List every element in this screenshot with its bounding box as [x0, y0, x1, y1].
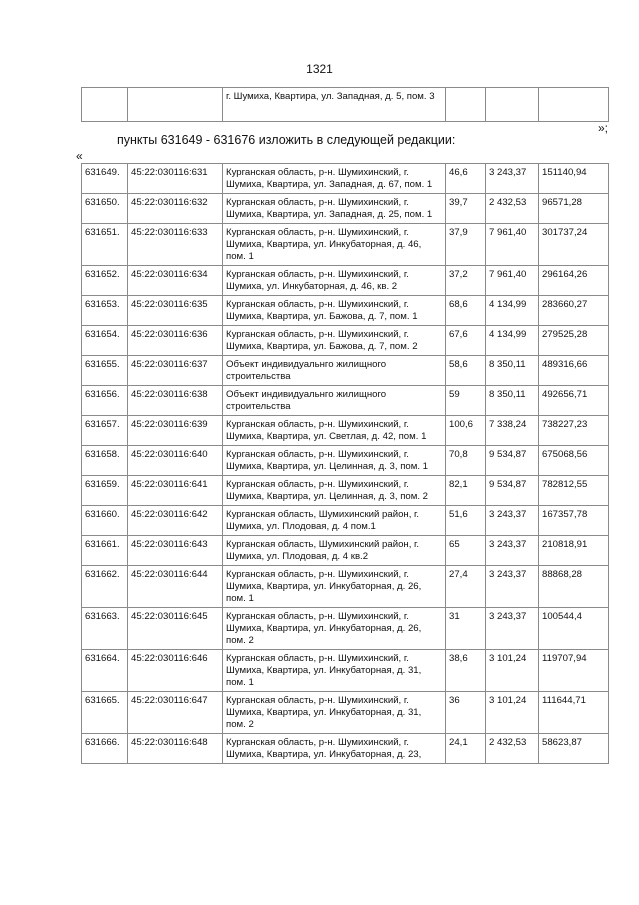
cell-number: 631659.	[82, 476, 128, 506]
cell-price: 8 350,11	[486, 356, 539, 386]
closing-quote: »;	[598, 121, 609, 135]
cell-number	[82, 88, 128, 122]
cell-number: 631652.	[82, 266, 128, 296]
cell-cadastral-number: 45:22:030116:640	[128, 446, 223, 476]
cell-cadastral-value: 279525,28	[539, 326, 609, 356]
cell-area: 37,9	[446, 224, 486, 266]
cell-address: Курганская область, р-н. Шумихинский, г. Шумиха, Квартира, ул. Инкубаторная, д. 23,	[223, 734, 446, 764]
cell-address: Курганская область, р-н. Шумихинский, г. Шумиха, Квартира, ул. Целинная, д. 3, пом. 2	[223, 476, 446, 506]
cell-area: 100,6	[446, 416, 486, 446]
cell-cadastral-value: 492656,71	[539, 386, 609, 416]
cell-cadastral-value: 119707,94	[539, 650, 609, 692]
cell-cadastral-value: 100544,4	[539, 608, 609, 650]
cell-address: Курганская область, р-н. Шумихинский, г. Шумиха, Квартира, ул. Западная, д. 67, пом. 1	[223, 164, 446, 194]
cell-cadastral-number: 45:22:030116:646	[128, 650, 223, 692]
table-row	[82, 566, 609, 608]
table-row	[82, 326, 609, 356]
cell-area: 27,4	[446, 566, 486, 608]
cell-address: Курганская область, р-н. Шумихинский, г. Шумиха, Квартира, ул. Целинная, д. 3, пом. 1	[223, 446, 446, 476]
cell-cadastral-value: 58623,87	[539, 734, 609, 764]
cell-cadastral-number: 45:22:030116:642	[128, 506, 223, 536]
cell-cadastral-number: 45:22:030116:647	[128, 692, 223, 734]
cell-address: Курганская область, Шумихинский район, г. Шумиха, ул. Плодовая, д. 4 пом.1	[223, 506, 446, 536]
cell-price: 9 534,87	[486, 476, 539, 506]
cell-number: 631651.	[82, 224, 128, 266]
cell-number: 631656.	[82, 386, 128, 416]
cell-area: 39,7	[446, 194, 486, 224]
cell-cadastral-value: 283660,27	[539, 296, 609, 326]
table-row	[82, 446, 609, 476]
cell-area: 65	[446, 536, 486, 566]
cell-cadastral-number	[128, 88, 223, 122]
cell-address: Курганская область, р-н. Шумихинский, г. Шумиха, Квартира, ул. Инкубаторная, д. 31, пом. 1	[223, 650, 446, 692]
cell-cadastral-number: 45:22:030116:643	[128, 536, 223, 566]
table-row	[82, 88, 609, 122]
cell-area: 31	[446, 608, 486, 650]
cell-price: 3 243,37	[486, 608, 539, 650]
cell-address: Объект индивидуальнго жилищного строительства	[223, 356, 446, 386]
cell-area: 58,6	[446, 356, 486, 386]
cell-price: 2 432,53	[486, 194, 539, 224]
cell-address: Курганская область, р-н. Шумихинский, г. Шумиха, ул. Инкубаторная, д. 46, кв. 2	[223, 266, 446, 296]
cell-price: 8 350,11	[486, 386, 539, 416]
cell-cadastral-value	[539, 88, 609, 122]
table-row	[82, 476, 609, 506]
cell-cadastral-value: 675068,56	[539, 446, 609, 476]
page-number: 1321	[306, 62, 333, 76]
table-row	[82, 356, 609, 386]
cell-address: Курганская область, р-н. Шумихинский, г. Шумиха, Квартира, ул. Инкубаторная, д. 31, пом. 2	[223, 692, 446, 734]
cell-cadastral-number: 45:22:030116:637	[128, 356, 223, 386]
cell-cadastral-number: 45:22:030116:631	[128, 164, 223, 194]
cell-price: 7 961,40	[486, 224, 539, 266]
cell-cadastral-value: 738227,23	[539, 416, 609, 446]
cell-number: 631660.	[82, 506, 128, 536]
cell-price: 9 534,87	[486, 446, 539, 476]
table-row	[82, 386, 609, 416]
cell-number: 631653.	[82, 296, 128, 326]
cell-area: 38,6	[446, 650, 486, 692]
cell-cadastral-number: 45:22:030116:635	[128, 296, 223, 326]
cell-address: Курганская область, р-н. Шумихинский, г. Шумиха, Квартира, ул. Инкубаторная, д. 46, пом. 1	[223, 224, 446, 266]
cell-address: Курганская область, р-н. Шумихинский, г. Шумиха, Квартира, ул. Западная, д. 25, пом. 1	[223, 194, 446, 224]
cell-area	[446, 88, 486, 122]
table-row	[82, 536, 609, 566]
cell-price	[486, 88, 539, 122]
cell-price: 4 134,99	[486, 326, 539, 356]
table-row	[82, 266, 609, 296]
cell-address: Курганская область, Шумихинский район, г. Шумиха, ул. Плодовая, д. 4 кв.2	[223, 536, 446, 566]
cell-number: 631664.	[82, 650, 128, 692]
cell-price: 4 134,99	[486, 296, 539, 326]
table-row	[82, 734, 609, 764]
cell-cadastral-value: 301737,24	[539, 224, 609, 266]
cell-price: 7 338,24	[486, 416, 539, 446]
cell-address: Курганская область, р-н. Шумихинский, г. Шумиха, Квартира, ул. Светлая, д. 42, пом. 1	[223, 416, 446, 446]
cell-price: 3 243,37	[486, 506, 539, 536]
cell-area: 70,8	[446, 446, 486, 476]
cell-address: г. Шумиха, Квартира, ул. Западная, д. 5, пом. 3	[223, 88, 446, 122]
cell-cadastral-number: 45:22:030116:645	[128, 608, 223, 650]
cell-number: 631661.	[82, 536, 128, 566]
cell-address: Объект индивидуальнго жилищного строительства	[223, 386, 446, 416]
cell-area: 68,6	[446, 296, 486, 326]
cell-number: 631655.	[82, 356, 128, 386]
cell-number: 631666.	[82, 734, 128, 764]
cell-cadastral-value: 167357,78	[539, 506, 609, 536]
cell-cadastral-number: 45:22:030116:641	[128, 476, 223, 506]
cell-price: 3 243,37	[486, 566, 539, 608]
cell-number: 631663.	[82, 608, 128, 650]
cell-area: 51,6	[446, 506, 486, 536]
cell-cadastral-value: 210818,91	[539, 536, 609, 566]
cell-cadastral-number: 45:22:030116:644	[128, 566, 223, 608]
cell-cadastral-number: 45:22:030116:636	[128, 326, 223, 356]
cell-area: 24,1	[446, 734, 486, 764]
cell-price: 3 101,24	[486, 692, 539, 734]
table-row	[82, 650, 609, 692]
cell-area: 36	[446, 692, 486, 734]
table-row	[82, 506, 609, 536]
cell-cadastral-value: 151140,94	[539, 164, 609, 194]
cell-cadastral-number: 45:22:030116:638	[128, 386, 223, 416]
cell-address: Курганская область, р-н. Шумихинский, г. Шумиха, Квартира, ул. Бажова, д. 7, пом. 1	[223, 296, 446, 326]
cell-price: 3 243,37	[486, 164, 539, 194]
cell-number: 631654.	[82, 326, 128, 356]
table-row	[82, 164, 609, 194]
table-row	[82, 224, 609, 266]
cell-cadastral-value: 782812,55	[539, 476, 609, 506]
cell-cadastral-value: 111644,71	[539, 692, 609, 734]
cell-area: 82,1	[446, 476, 486, 506]
cell-cadastral-number: 45:22:030116:639	[128, 416, 223, 446]
cell-price: 3 101,24	[486, 650, 539, 692]
cell-cadastral-number: 45:22:030116:648	[128, 734, 223, 764]
cell-cadastral-value: 489316,66	[539, 356, 609, 386]
instruction-text: пункты 631649 - 631676 изложить в следующей редакции:	[117, 133, 456, 147]
table-row	[82, 608, 609, 650]
previous-table-fragment	[81, 87, 609, 122]
cell-cadastral-number: 45:22:030116:632	[128, 194, 223, 224]
table-row	[82, 692, 609, 734]
cell-cadastral-value: 88868,28	[539, 566, 609, 608]
cell-area: 46,6	[446, 164, 486, 194]
cell-number: 631662.	[82, 566, 128, 608]
cell-address: Курганская область, р-н. Шумихинский, г. Шумиха, Квартира, ул. Инкубаторная, д. 26, пом. 2	[223, 608, 446, 650]
cell-address: Курганская область, р-н. Шумихинский, г. Шумиха, Квартира, ул. Бажова, д. 7, пом. 2	[223, 326, 446, 356]
cell-price: 3 243,37	[486, 536, 539, 566]
cell-number: 631657.	[82, 416, 128, 446]
table-row	[82, 296, 609, 326]
cell-cadastral-value: 296164,26	[539, 266, 609, 296]
cell-price: 7 961,40	[486, 266, 539, 296]
cell-area: 37,2	[446, 266, 486, 296]
opening-quote: «	[76, 149, 83, 163]
cadastral-table	[81, 163, 609, 764]
cell-area: 59	[446, 386, 486, 416]
cell-cadastral-number: 45:22:030116:633	[128, 224, 223, 266]
cell-cadastral-value: 96571,28	[539, 194, 609, 224]
cell-area: 67,6	[446, 326, 486, 356]
cell-number: 631650.	[82, 194, 128, 224]
cell-number: 631665.	[82, 692, 128, 734]
cell-cadastral-number: 45:22:030116:634	[128, 266, 223, 296]
table-row	[82, 194, 609, 224]
cell-number: 631658.	[82, 446, 128, 476]
cell-price: 2 432,53	[486, 734, 539, 764]
cell-address: Курганская область, р-н. Шумихинский, г. Шумиха, Квартира, ул. Инкубаторная, д. 26, пом. 1	[223, 566, 446, 608]
cell-number: 631649.	[82, 164, 128, 194]
table-row	[82, 416, 609, 446]
